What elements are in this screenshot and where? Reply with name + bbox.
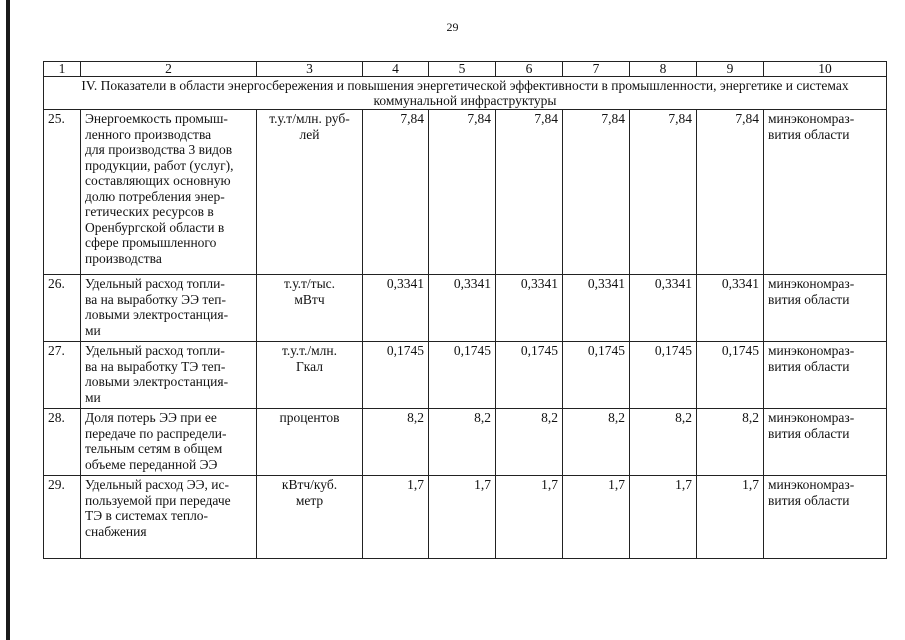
indicator-value: 0,1745 xyxy=(563,342,630,409)
page-number: 29 xyxy=(446,20,459,34)
indicator-value: 0,3341 xyxy=(563,275,630,342)
responsible-body: минэкономраз- вития области xyxy=(764,110,887,275)
indicator-value: 7,84 xyxy=(429,110,496,275)
row-number: 27. xyxy=(44,342,81,409)
indicator-value: 0,1745 xyxy=(496,342,563,409)
responsible-body: минэкономраз- вития области xyxy=(764,275,887,342)
responsible-body: минэкономраз- вития области xyxy=(764,476,887,559)
row-number: 29. xyxy=(44,476,81,559)
indicator-value: 1,7 xyxy=(496,476,563,559)
indicator-value: 0,1745 xyxy=(630,342,697,409)
indicator-name: Удельный расход топли- ва на выработку ТЭ теп- ловыми электростанция- ми xyxy=(81,342,257,409)
column-number: 8 xyxy=(630,62,697,77)
indicator-value: 1,7 xyxy=(429,476,496,559)
table-row xyxy=(44,342,887,409)
indicator-value: 1,7 xyxy=(630,476,697,559)
indicator-rows xyxy=(44,110,887,559)
indicator-value: 7,84 xyxy=(363,110,429,275)
table-row xyxy=(44,110,887,275)
indicator-value: 7,84 xyxy=(496,110,563,275)
indicator-value: 0,1745 xyxy=(697,342,764,409)
indicator-name: Энергоемкость промыш- ленного производства для производства 3 видов продукции, работ (услуг), составляющих основную долю потребления энер- гетических ресурсов в Оренбургской области в сфере промышленного производства xyxy=(81,110,257,275)
indicator-value: 1,7 xyxy=(563,476,630,559)
responsible-body: минэкономраз- вития области xyxy=(764,342,887,409)
table-row xyxy=(44,275,887,342)
section-header-row xyxy=(44,77,887,110)
column-number: 9 xyxy=(697,62,764,77)
row-number: 26. xyxy=(44,275,81,342)
indicator-value: 8,2 xyxy=(697,409,764,476)
row-number: 25. xyxy=(44,110,81,275)
responsible-body: минэкономраз- вития области xyxy=(764,409,887,476)
indicator-value: 1,7 xyxy=(697,476,764,559)
table-row xyxy=(44,476,887,559)
unit-of-measure: т.у.т./млн. Гкал xyxy=(257,342,363,409)
column-number: 3 xyxy=(257,62,363,77)
indicator-value: 0,3341 xyxy=(697,275,764,342)
indicator-value: 7,84 xyxy=(630,110,697,275)
column-number: 4 xyxy=(363,62,429,77)
indicator-value: 8,2 xyxy=(429,409,496,476)
indicator-value: 0,3341 xyxy=(630,275,697,342)
row-number: 28. xyxy=(44,409,81,476)
indicator-value: 8,2 xyxy=(363,409,429,476)
indicator-value: 0,3341 xyxy=(496,275,563,342)
indicator-value: 7,84 xyxy=(563,110,630,275)
indicator-name: Удельный расход ЭЭ, ис- пользуемой при передаче ТЭ в системах тепло- снабжения xyxy=(81,476,257,559)
column-number: 5 xyxy=(429,62,496,77)
indicator-value: 7,84 xyxy=(697,110,764,275)
column-number: 7 xyxy=(563,62,630,77)
column-number: 6 xyxy=(496,62,563,77)
indicators-table xyxy=(43,61,887,559)
unit-of-measure: процентов xyxy=(257,409,363,476)
indicator-value: 0,1745 xyxy=(363,342,429,409)
indicator-value: 1,7 xyxy=(363,476,429,559)
column-number: 10 xyxy=(764,62,887,77)
table-row xyxy=(44,409,887,476)
scan-edge-bar xyxy=(6,0,10,640)
section-title: IV. Показатели в области энергосбережения и повышения энергетической эффективности в промышленности, энергетике и системах коммунальной инфраструктуры xyxy=(44,77,887,110)
unit-of-measure: т.у.т/млн. руб- лей xyxy=(257,110,363,275)
indicator-value: 8,2 xyxy=(630,409,697,476)
indicator-value: 0,3341 xyxy=(429,275,496,342)
unit-of-measure: т.у.т/тыс. мВтч xyxy=(257,275,363,342)
column-number-row xyxy=(44,62,887,77)
indicator-name: Доля потерь ЭЭ при ее передаче по распредели- тельным сетям в общем объеме переданной ЭЭ xyxy=(81,409,257,476)
indicator-value: 0,3341 xyxy=(363,275,429,342)
column-number: 1 xyxy=(44,62,81,77)
indicator-value: 0,1745 xyxy=(429,342,496,409)
indicator-value: 8,2 xyxy=(563,409,630,476)
unit-of-measure: кВтч/куб. метр xyxy=(257,476,363,559)
indicator-name: Удельный расход топли- ва на выработку ЭЭ теп- ловыми электростанция- ми xyxy=(81,275,257,342)
column-number: 2 xyxy=(81,62,257,77)
indicator-value: 8,2 xyxy=(496,409,563,476)
